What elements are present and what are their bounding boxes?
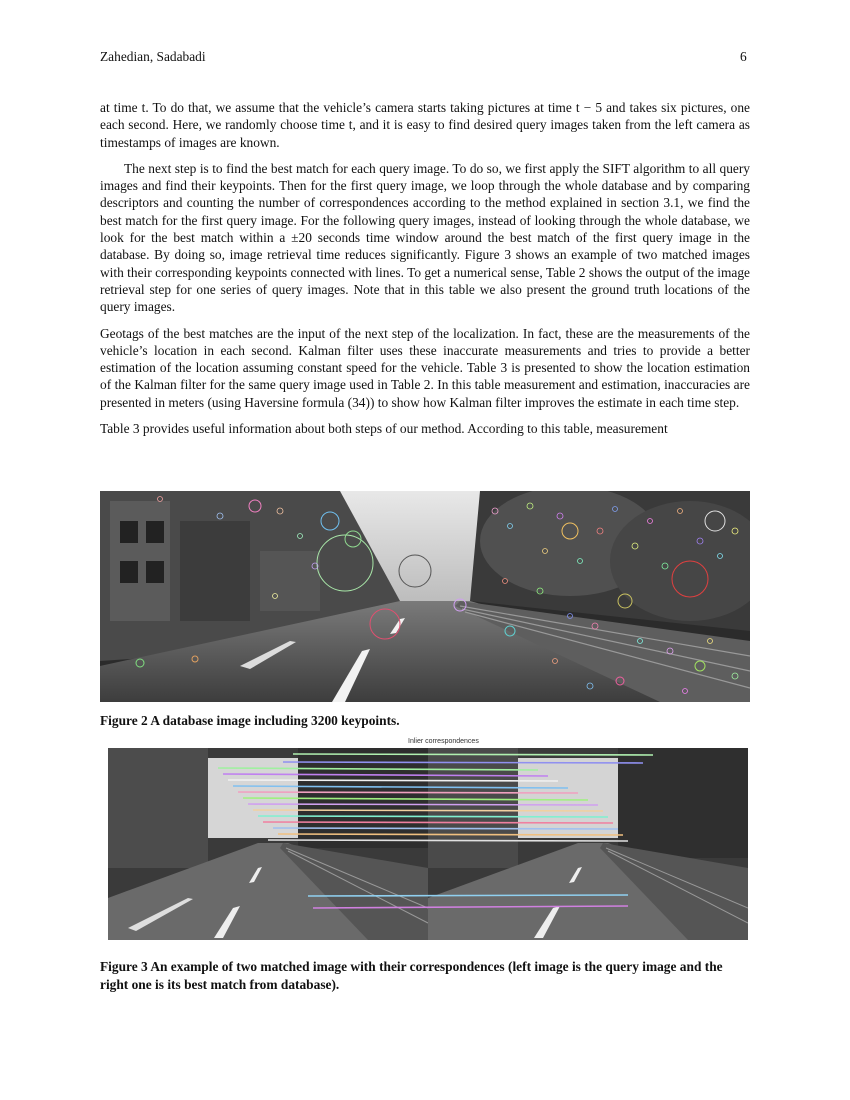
database-image bbox=[428, 748, 748, 940]
running-header-authors: Zahedian, Sadabadi bbox=[100, 49, 206, 64]
paragraph-4: Table 3 provides useful information about both steps of our method. According to this table, measurement bbox=[100, 421, 668, 437]
figure-2-keypoints-image bbox=[100, 491, 750, 702]
body-text bbox=[100, 99, 750, 446]
figure-3-plot-title: Inlier correspondences bbox=[408, 738, 479, 745]
figure-2-caption: Figure 2 A database image including 3200 keypoints. bbox=[100, 713, 400, 728]
paragraph-3: Geotags of the best matches are the input of the next step of the localization. In fact, these are the measurements of the vehicle’s location in each second. Kalman filter uses these inaccurate measurements and tries to provide a better estimation of the location assuming constant speed for the vehicle. Table 3 is presented to show the location estimation of the Kalman filter for the same query image used in Table 2. In this table measurement and estimation, inaccuracies are presented in meters (using Haversine formula (34)) to show how Kalman filter improves the estimate in each time step. bbox=[100, 325, 750, 410]
query-image bbox=[108, 748, 428, 940]
figure-3-caption: Figure 3 An example of two matched image with their correspondences (left image is the query image and the right one is its best match from database). bbox=[100, 959, 723, 992]
page-number: 6 bbox=[740, 49, 747, 64]
figure-3-correspondences-image bbox=[108, 748, 748, 940]
paragraph-2: The next step is to find the best match for each query image. To do so, we first apply the SIFT algorithm to all query images and find their keypoints. Then for the first query image, we loop through the whole database and by comparing descriptors and counting the number of correspondences according to the method explained in section 3.1, we find the best match for the first query image. For the following query images, instead of looking through the whole database, we look for the best match within a ±20 seconds time window around the best match of the first query image in the database. By doing so, image retrieval time reduces significantly. Figure 3 shows an example of two matched images with their corresponding keypoints connected with lines. To get a numerical sense, Table 2 shows the output of the image retrieval step for one series of query images. Note that in this table we also present the ground truth locations of the query images. bbox=[100, 160, 750, 315]
paragraph-1: at time t. To do that, we assume that the vehicle’s camera starts taking pictures at time t − 5 and takes six pictures, one each second. Here, we randomly choose time t, and it is easy to find desired query images taken from the left camera as timestamps of images are known. bbox=[100, 100, 750, 150]
